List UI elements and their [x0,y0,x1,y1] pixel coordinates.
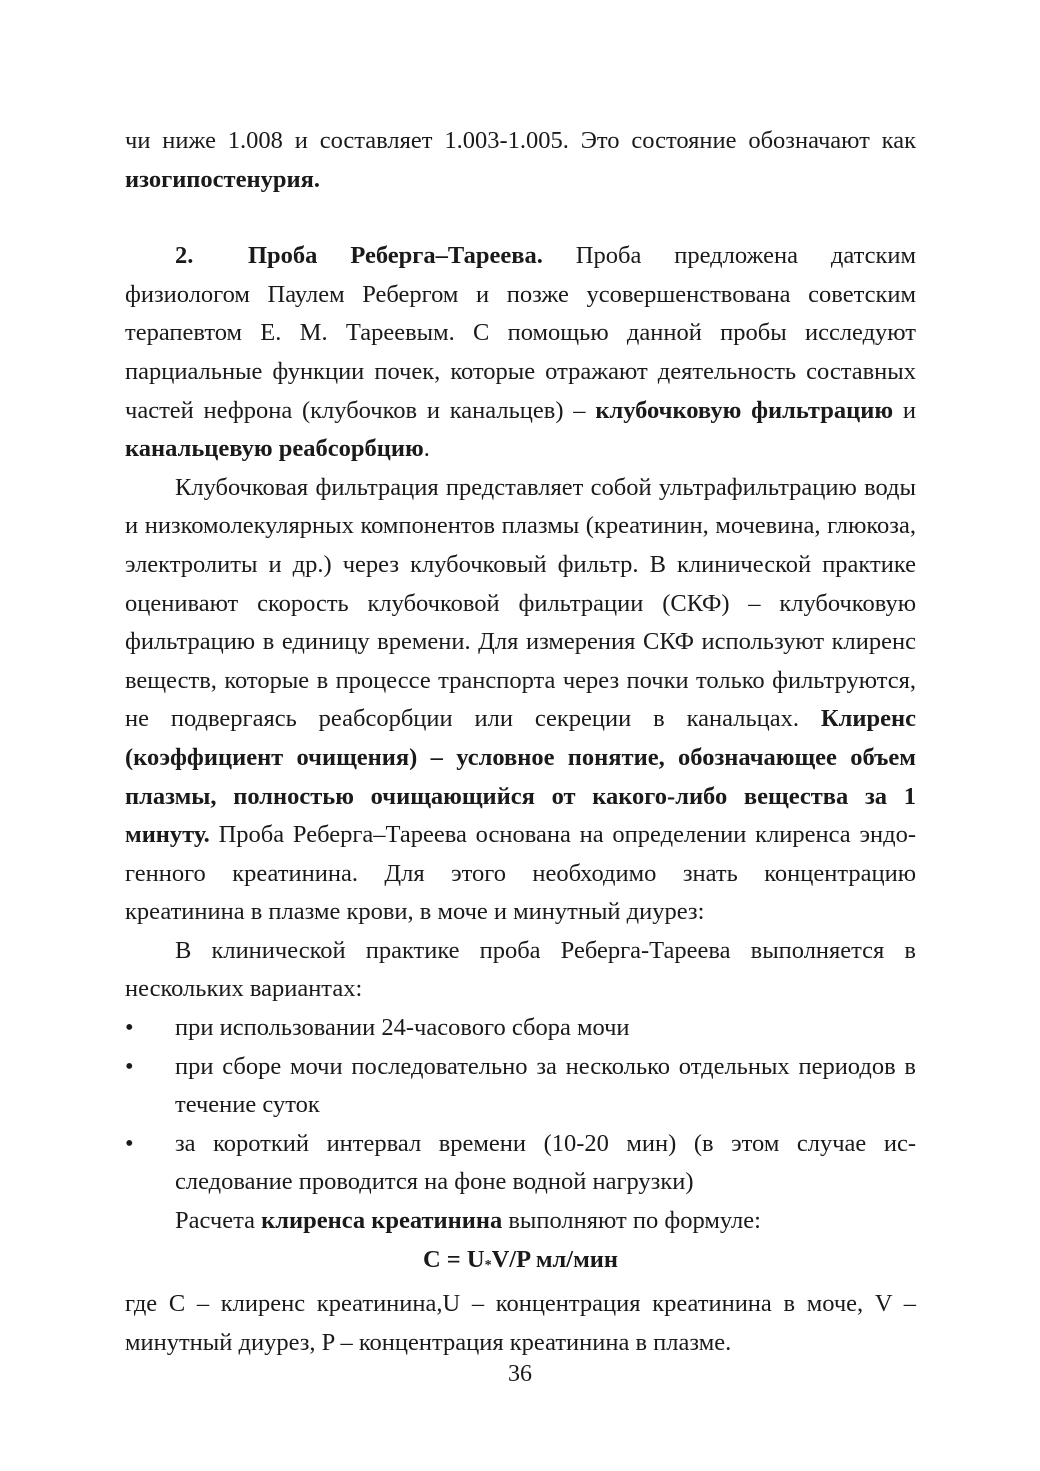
section-title: Проба Реберга–Тареева. [248,242,543,270]
formula-legend-paragraph: где С – клиренс креатинина,U – концентрация креатинина в моче, V – минутный диурез, P – концентрация креатинина в плазме. [125,1290,916,1356]
bullet-icon: • [125,1052,134,1080]
gfr-paragraph: Клубочковая фильтрация представляет собой ультрафильтрацию воды и низкомолекулярных компонентов плазмы (креатинин, мочевина, глюкоза, электролиты и др.) через клубочковый фильтр. В клинической практике оценивают скорость клубочковой фильтрации (СКФ) – клубочковую фильтрацию в единицу времени. Для измерения СКФ используют клиренс веществ, которые в процессе транспорта через почки только фильтруются, не подвергаясь реабсорбции или секреции в канальцах. Клиренс (коэффициент очищения) – условное понятие, обозначающее объем плазмы, полностью очищающийся от какого-либо вещества за 1 минуту. Проба Реберга–Тареева основана на определении клиренса эндогенного креатинина. Для этого необходимо знать концентрацию креатинина в плазме крови, в моче и минутный диурез: [125,473,916,926]
paragraph-gap [125,199,916,237]
bullet-icon: • [125,1014,134,1042]
bullet-icon: • [125,1129,134,1157]
term-creatinine-clearance: клиренса креатинина [261,1207,503,1235]
page-number: 36 [508,1361,532,1387]
list-item: • за короткий интервал времени (10-20 мин) (в этом случае исследование проводится на фоне водной нагрузки) [125,1125,916,1202]
clearance-formula: C = U*V/P мл/мин [422,1245,618,1273]
variants-paragraph: В клинической практике проба Реберга-Тареева выполняется в нескольких вариантах: [125,936,916,1003]
intro-paragraph: чи ниже 1.008 и составляет 1.003-1.005. Это состояние обозначают как изогипостенурия. [125,127,916,193]
term-tubular-reabsorption: канальцевую реабсорбцию [125,435,424,463]
list-item: • при сборе мочи последовательно за несколько отдельных периодов в течение суток [125,1048,916,1125]
clearance-definition: Клиренс (коэффициент очищения) – условное понятие, обозначающее объем плазмы, полностью очищающийся от какого-либо вещества за 1 минуту. [125,705,916,849]
section-number: 2. [175,242,194,270]
term-isohyposthenuria: изогипостенурия. [125,165,320,193]
formula-intro-paragraph: Расчета клиренса креатинина выполняют по формуле: [175,1207,761,1235]
list-item: • при использовании 24-часового сбора мочи [125,1009,916,1048]
page-body [125,122,916,1362]
formula-multiply-sign: * [484,1257,492,1273]
term-glomerular-filtration: клубочковую фильтрацию [595,396,894,424]
variants-list [125,1009,916,1202]
section-paragraph: 2. Проба Реберга–Тареева. Проба предложена датским физиологом Паулем Ребергом и позже усовершенствована советским терапевтом Е. М. Тареевым. С помощью данной пробы исследуют парциальные функции почек, которые отражают деятельность составных частей нефрона (клубочков и канальцев) – клубочковую фильтрацию и канальцевую реабсорбцию. [125,237,916,469]
